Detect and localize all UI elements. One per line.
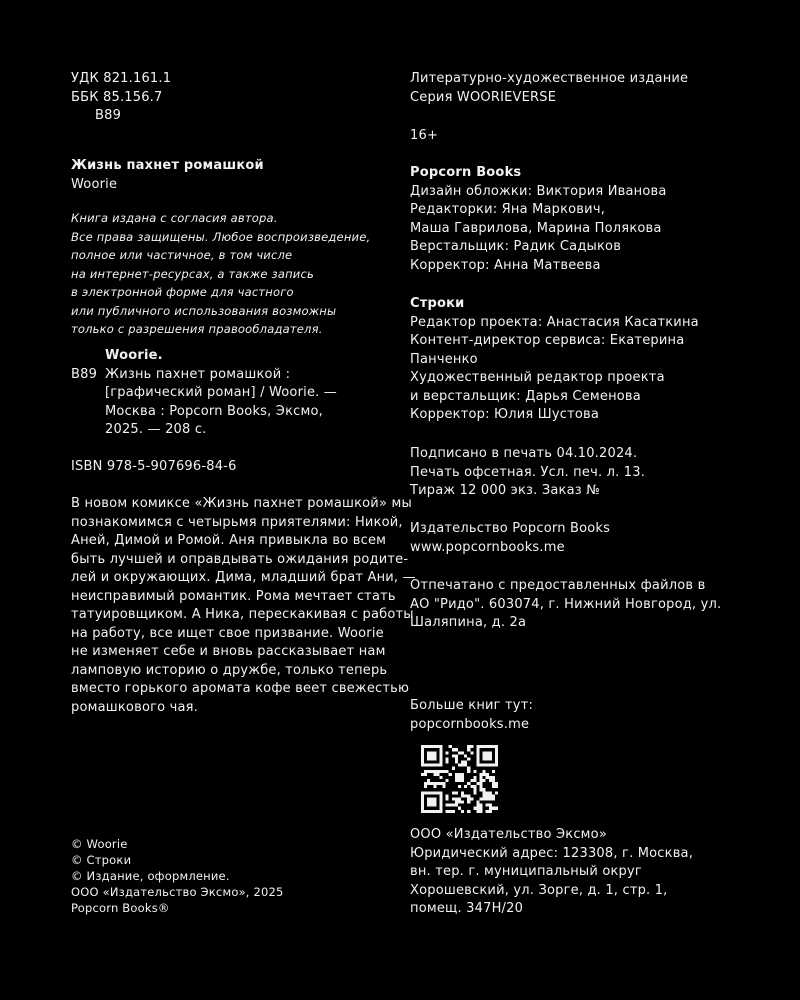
legal-line: вн. тер. г. муниципальный округ	[410, 864, 642, 879]
rights-line: или публичного использования возможны	[71, 303, 337, 318]
annotation-line: Аней, Димой и Ромой. Аня привыкла во всем	[71, 533, 387, 548]
rights-notice	[71, 209, 391, 339]
annotation-line: неисправимый романтик. Рома мечтает стать	[71, 588, 396, 604]
isbn-number: ISBN 978-5-907696-84-6	[71, 459, 237, 474]
age-rating-label: 16+	[410, 128, 439, 143]
isbn	[71, 458, 391, 477]
print-line: Печать офсетная. Усл. печ. л. 13.	[410, 464, 646, 480]
credit-line: Панченко	[410, 351, 478, 367]
rights-line: Книга издана с согласия автора.	[71, 211, 278, 225]
annotation-line: не изменяет себе и вновь рассказывает нам	[71, 644, 386, 659]
copyright-line: © Woorie	[71, 837, 128, 851]
stroki-credits	[410, 295, 750, 425]
credit-line: Контент-директор сервиса: Екатерина	[410, 333, 685, 348]
book-author: Woorie	[71, 176, 118, 192]
book-title-block	[71, 157, 391, 194]
catalog-card	[71, 347, 391, 440]
legal-line: ООО «Издательство Эксмо»	[410, 827, 607, 842]
annotation-line: на работу, все ищет свое призвание. Woorie	[71, 625, 384, 641]
age-rating	[410, 127, 750, 146]
catalog-line: [графический роман] / Woorie. —	[105, 385, 338, 400]
rights-line: полное или частичное, в том числе	[71, 248, 293, 262]
credit-line: Маша Гаврилова, Марина Полякова	[410, 220, 662, 236]
rights-line: в электронной форме для частного	[71, 285, 294, 299]
more-books-url[interactable]: popcornbooks.me	[410, 716, 530, 732]
publisher-site	[410, 520, 750, 557]
print-line: Подписано в печать 04.10.2024.	[410, 446, 638, 461]
copyright-line: ООО «Издательство Эксмо», 2025	[71, 885, 284, 899]
copyright-line: © Издание, оформление.	[71, 869, 230, 883]
bbk-code: ББК 85.156.7	[71, 89, 163, 105]
catalog-code: В89	[71, 366, 98, 382]
annotation-line: ромашкового чая.	[71, 699, 199, 715]
publisher-site-name: Издательство Popcorn Books	[410, 521, 611, 536]
stroki-name: Строки	[410, 296, 465, 311]
more-books-label: Больше книг тут:	[410, 698, 534, 713]
publisher-credits	[410, 164, 750, 275]
series-name: Серия WOORIEVERSE	[410, 89, 557, 105]
credit-line: Редактор проекта: Анастасия Касаткина	[410, 314, 699, 330]
rights-line: на интернет-ресурсах, а также запись	[71, 266, 314, 281]
annotation-line: вместо горького аромата кофе веет свежестью	[71, 681, 410, 696]
edition-info	[410, 70, 750, 107]
credit-line: Редакторки: Яна Маркович,	[410, 202, 606, 217]
catalog-line: Москва : Popcorn Books, Эксмо,	[105, 403, 323, 419]
credit-line: и верстальщик: Дарья Семенова	[410, 388, 641, 404]
publisher-site-url[interactable]: www.popcornbooks.me	[410, 539, 565, 555]
author-sign: В89	[95, 108, 122, 123]
printed-line: Шаляпина, д. 2а	[410, 615, 527, 630]
annotation-line: татуировщиком. А Ника, перескакивая с работы	[71, 607, 414, 622]
rights-line: Все права защищены. Любое воспроизведение,	[71, 229, 371, 244]
annotation-line: лей и окружающих. Дима, младший брат Ани, —	[71, 570, 416, 585]
credit-line: Корректор: Анна Матвеева	[410, 257, 601, 273]
annotation	[71, 495, 416, 717]
legal-line: Хорошевский, ул. Зорге, д. 1, стр. 1,	[410, 882, 668, 898]
edition-type: Литературно-художественное издание	[410, 71, 689, 86]
copyright-line: Popcorn Books®	[71, 901, 170, 915]
legal-info	[410, 826, 750, 919]
copyright-line: © Строки	[71, 853, 132, 867]
annotation-line: В новом комиксе «Жизнь пахнет ромашкой» мы	[71, 496, 412, 511]
printed-line: АО "Ридо". 603074, г. Нижний Новгород, ул.	[410, 596, 722, 612]
book-title: Жизнь пахнет ромашкой	[71, 158, 264, 173]
printed-line: Отпечатано с предоставленных файлов в	[410, 578, 706, 593]
catalog-heading: Woorie.	[105, 348, 163, 363]
print-info	[410, 445, 750, 501]
udk-code: УДК 821.161.1	[71, 71, 172, 86]
credit-line: Корректор: Юлия Шустова	[410, 407, 600, 422]
printed-at	[410, 577, 750, 633]
catalog-line: Жизнь пахнет ромашкой :	[105, 366, 291, 382]
publisher-name: Popcorn Books	[410, 165, 522, 180]
more-books	[410, 697, 750, 734]
annotation-line: ламповую историю о дружбе, только теперь	[71, 662, 388, 678]
legal-line: помещ. 347Н/20	[410, 901, 524, 916]
print-line: Тираж 12 000 экз. Заказ №	[410, 483, 600, 498]
credit-line: Художественный редактор проекта	[410, 370, 665, 385]
credit-line: Дизайн обложки: Виктория Иванова	[410, 183, 667, 199]
qr-code-icon[interactable]	[421, 745, 498, 813]
annotation-line: познакомимся с четырьмя приятелями: Никой,	[71, 514, 403, 530]
catalog-line: 2025. — 208 с.	[105, 422, 207, 437]
credit-line: Верстальщик: Радик Садыков	[410, 239, 622, 254]
copyright-block	[71, 836, 391, 916]
legal-line: Юридический адрес: 123308, г. Москва,	[410, 845, 694, 861]
rights-line: только с разрешения правообладателя.	[71, 322, 323, 336]
annotation-line: быть лучшей и оправдывать ожидания родите-	[71, 551, 409, 567]
bibliographic-codes	[71, 70, 391, 126]
